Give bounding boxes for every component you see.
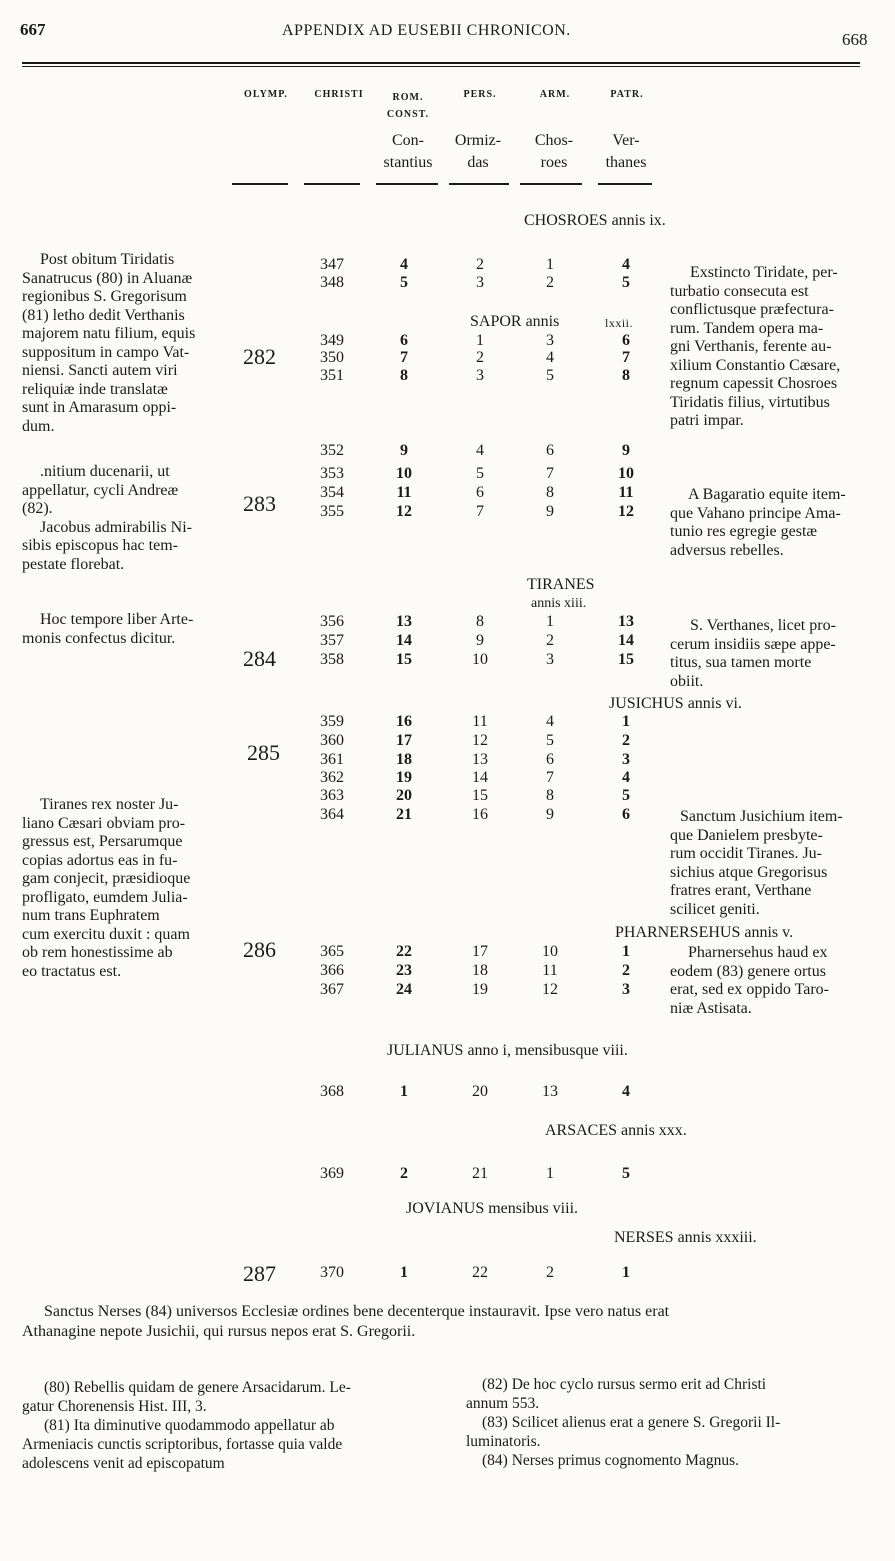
note-line: (82).	[22, 500, 53, 517]
note-line: (81) letho dedit Verthanis	[22, 306, 185, 324]
note-line: tunio res egregie gestæ	[670, 523, 818, 540]
cell-rom: 12	[396, 503, 412, 520]
cell-pers: 3	[476, 367, 484, 384]
note-line: turbatio consecuta est	[670, 282, 809, 300]
cell-pers: 5	[476, 465, 484, 482]
cell-christi: 366	[320, 962, 344, 979]
note-line: patri impar.	[670, 412, 744, 429]
note-line: suppositum in campo Vat-	[22, 343, 190, 361]
note-line: ob rem honestissime ab	[22, 944, 173, 961]
note-line: Exstincto Tiridate, per-	[690, 264, 838, 281]
cell-patr: 3	[622, 751, 630, 768]
cell-patr: 6	[622, 332, 630, 349]
cell-christi: 362	[320, 769, 344, 786]
right-note-chosroes	[670, 264, 874, 431]
note-line: Jacobus admirabilis Ni-	[40, 518, 192, 536]
cell-arm: 9	[546, 503, 554, 520]
cell-arm: 3	[546, 332, 554, 349]
olympiad-number: 287	[243, 1261, 276, 1286]
col-rule-pers	[449, 183, 509, 185]
olympiad-number: 286	[243, 937, 276, 962]
cell-rom: 4	[400, 256, 408, 273]
note-line: rum. Tandem opera ma-	[670, 319, 824, 337]
note-line: que Danielem presbyte-	[670, 826, 823, 844]
footnote-line: (82) De hoc cyclo rursus sermo erit ad Christi	[482, 1376, 767, 1393]
note-line: Hoc tempore liber Arte-	[40, 611, 194, 628]
cell-christi: 369	[320, 1165, 344, 1182]
cell-arm: 7	[546, 465, 554, 482]
note-line: xilium Constantio Cæsare,	[670, 356, 841, 374]
note-line: dum.	[22, 417, 55, 435]
footnote-line: (83) Scilicet alienus erat a genere S. Gregorii Il-	[482, 1414, 781, 1431]
cell-christi: 349	[320, 332, 344, 349]
cell-arm: 1	[546, 256, 554, 273]
note-line: conflictusque præfectura-	[670, 301, 834, 318]
body-line: Sanctus Nerses (84) universos Ecclesiæ ordines bene decenterque instauravit. Ipse vero natus erat	[44, 1303, 670, 1320]
cell-pers: 15	[472, 787, 488, 804]
col-head-arm: ARM.	[539, 89, 571, 100]
cell-pers: 1	[476, 332, 484, 349]
cell-rom: 6	[400, 332, 408, 349]
cell-patr: 6	[622, 806, 630, 823]
right-note-bagaratius	[670, 486, 874, 560]
cell-patr: 1	[622, 1264, 630, 1281]
cell-patr: 2	[622, 732, 630, 749]
cell-christi: 356	[320, 613, 344, 630]
cell-rom: 18	[396, 751, 412, 768]
left-page-number: 667	[20, 20, 46, 39]
note-line: regionibus S. Gregorisum	[22, 288, 187, 305]
cell-christi: 352	[320, 442, 344, 459]
cell-pers: 17	[472, 943, 488, 960]
cell-patr: 12	[618, 503, 634, 520]
cell-pers: 19	[472, 981, 488, 998]
cell-arm: 2	[546, 274, 554, 291]
note-line: Pharnersehus haud ex	[688, 944, 828, 961]
note-line: .nitium ducenarii, ut	[40, 463, 170, 480]
cell-rom: 8	[400, 367, 408, 384]
reign-chosroes: CHOSROES annis ix.	[524, 212, 666, 229]
cell-christi: 357	[320, 632, 344, 649]
cell-rom: 24	[396, 981, 412, 998]
note-line: gam conjecit, præsidioque	[22, 870, 191, 887]
cell-rom: 20	[396, 787, 412, 804]
col-head-rom-1: ROM.	[392, 92, 424, 103]
page-title: APPENDIX AD EUSEBII CHRONICON.	[282, 22, 571, 39]
cell-pers: 7	[476, 503, 484, 520]
cell-christi: 360	[320, 732, 344, 749]
cell-pers: 22	[472, 1264, 488, 1281]
ruler-name-patr-1: Ver-	[612, 132, 640, 149]
cell-patr: 3	[622, 981, 630, 998]
cell-pers: 13	[472, 751, 488, 768]
note-line: cum exercitu duxit : quam	[22, 925, 190, 943]
col-rule-olymp	[232, 183, 288, 185]
ruler-name-pers-2: das	[467, 154, 489, 171]
cell-christi: 367	[320, 981, 344, 998]
note-line: fratres erant, Verthane	[670, 882, 812, 899]
note-line: gni Verthanis, ferente au-	[670, 338, 832, 355]
cell-pers: 11	[472, 713, 488, 730]
cell-patr: 4	[622, 1083, 630, 1100]
reign-tiranes: TIRANES	[527, 576, 595, 593]
cell-rom: 17	[396, 732, 412, 749]
note-line: sichius atque Gregorisus	[670, 863, 828, 881]
cell-arm: 8	[546, 484, 554, 501]
cell-rom: 9	[400, 442, 408, 459]
footnote-line: (80) Rebellis quidam de genere Arsacidarum. Le-	[44, 1379, 351, 1396]
left-note-artemon	[22, 611, 228, 648]
cell-pers: 4	[476, 442, 484, 459]
note-line: monis confectus dicitur.	[22, 629, 176, 647]
cell-pers: 16	[472, 806, 488, 823]
cell-arm: 10	[542, 943, 558, 960]
cell-rom: 15	[396, 651, 412, 668]
right-note-jusichius	[670, 808, 874, 919]
cell-arm: 6	[546, 751, 554, 768]
note-line: A Bagaratio equite item-	[688, 486, 846, 503]
cell-patr: 8	[622, 367, 630, 384]
note-line: erat, sed ex oppido Taro-	[670, 981, 829, 998]
col-head-olymp: OLYMP.	[244, 89, 288, 100]
cell-rom: 1	[400, 1083, 408, 1100]
cell-patr: 2	[622, 962, 630, 979]
note-line: adversus rebelles.	[670, 541, 784, 559]
col-rule-arm	[520, 183, 582, 185]
note-line: eo tractatus est.	[22, 962, 122, 980]
note-line: S. Verthanes, licet pro-	[690, 617, 836, 634]
note-line: Sanctum Jusichium item-	[680, 808, 843, 825]
cell-arm: 1	[546, 1165, 554, 1182]
cell-rom: 2	[400, 1165, 408, 1182]
cell-rom: 5	[400, 274, 408, 291]
cell-arm: 13	[542, 1083, 558, 1100]
cell-christi: 363	[320, 787, 344, 804]
cell-christi: 361	[320, 751, 344, 768]
note-line: Tiranes rex noster Ju-	[40, 796, 179, 813]
reign-sapor-years: lxxii.	[605, 316, 634, 330]
note-line: eodem (83) genere ortus	[670, 962, 826, 980]
left-note-tiridates	[22, 251, 228, 436]
note-line: majorem natu filium, equis	[22, 325, 196, 342]
note-line: liano Cæsari obviam pro-	[22, 814, 186, 832]
olympiad-number: 283	[243, 491, 276, 516]
cell-patr: 7	[622, 349, 630, 366]
right-note-verthanes	[670, 617, 874, 691]
footnote-line: Armeniacis cunctis scriptoribus, fortasse quia valde	[22, 1436, 343, 1453]
cell-patr: 11	[618, 484, 634, 501]
cell-arm: 6	[546, 442, 554, 459]
note-line: gressus est, Persarumque	[22, 833, 183, 850]
footnotes-right	[466, 1375, 876, 1470]
cell-christi: 368	[320, 1083, 344, 1100]
ruler-name-pers	[446, 130, 510, 174]
cell-patr: 5	[622, 274, 630, 291]
cell-rom: 13	[396, 613, 412, 630]
cell-rom: 23	[396, 962, 412, 979]
cell-arm: 2	[546, 1264, 554, 1281]
cell-patr: 1	[622, 713, 630, 730]
cell-patr: 15	[618, 651, 634, 668]
cell-arm: 7	[546, 769, 554, 786]
cell-rom: 16	[396, 713, 412, 730]
col-head-patr: PATR.	[610, 89, 644, 100]
col-rule-christi	[304, 183, 360, 185]
cell-pers: 12	[472, 732, 488, 749]
cell-christi: 370	[320, 1264, 344, 1281]
note-line: appellatur, cycli Andreæ	[22, 481, 179, 499]
note-line: regnum capessit Chosroes	[670, 375, 838, 392]
cell-pers: 20	[472, 1083, 488, 1100]
cell-christi: 348	[320, 274, 344, 291]
cell-christi: 351	[320, 367, 344, 384]
left-note-cycle	[22, 463, 228, 574]
cell-arm: 1	[546, 613, 554, 630]
reign-tiranes-years: annis xiii.	[531, 596, 587, 611]
ruler-name-patr-2: thanes	[605, 154, 647, 171]
cell-arm: 9	[546, 806, 554, 823]
ruler-name-arm	[522, 130, 586, 174]
footnote-line: (81) Ita diminutive quodammodo appellatur ab	[44, 1417, 335, 1434]
ruler-name-arm-2: roes	[540, 154, 568, 171]
cell-patr: 14	[618, 632, 634, 649]
note-line: que Vahano principe Ama-	[670, 504, 841, 522]
reign-julianus: JULIANUS anno i, mensibusque viii.	[387, 1042, 628, 1059]
reign-jovianus: JOVIANUS mensibus viii.	[406, 1200, 579, 1217]
reign-sapor: SAPOR annis	[470, 313, 560, 330]
footnotes-left	[22, 1378, 442, 1473]
left-note-tiranes	[22, 796, 228, 981]
cell-patr: 5	[622, 1165, 630, 1182]
col-rule-patr	[598, 183, 652, 185]
footnote-line: (84) Nerses primus cognomento Magnus.	[482, 1452, 739, 1469]
cell-pers: 14	[472, 769, 488, 786]
note-line: pestate florebat.	[22, 555, 125, 573]
cell-patr: 4	[622, 769, 630, 786]
note-line: cerum insidiis sæpe appe-	[670, 635, 836, 653]
reign-arsaces: ARSACES annis xxx.	[545, 1122, 687, 1139]
note-line: niensi. Sancti autem viri	[22, 362, 178, 379]
right-page-number: 668	[842, 30, 868, 49]
col-head-rom-2: CONST.	[386, 109, 430, 120]
cell-christi: 350	[320, 349, 344, 366]
cell-pers: 8	[476, 613, 484, 630]
cell-rom: 1	[400, 1264, 408, 1281]
note-line: scilicet geniti.	[670, 900, 760, 918]
cell-christi: 355	[320, 503, 344, 520]
cell-patr: 10	[618, 465, 634, 482]
body-line: Athanagine nepote Jusichii, qui rursus nepos erat S. Gregorii.	[22, 1323, 416, 1340]
cell-pers: 21	[472, 1165, 488, 1182]
cell-pers: 2	[476, 349, 484, 366]
cell-rom: 11	[396, 484, 412, 501]
cell-pers: 9	[476, 632, 484, 649]
note-line: Sanatrucus (80) in Aluanæ	[22, 269, 193, 287]
note-line: sibis episcopus hac tem-	[22, 537, 178, 554]
olympiad-number: 284	[243, 646, 276, 671]
cell-arm: 4	[546, 349, 554, 366]
reign-pharnersehus: PHARNERSEHUS annis v.	[615, 924, 794, 941]
cell-pers: 18	[472, 962, 488, 979]
note-line: profligato, eumdem Julia-	[22, 888, 188, 906]
cell-pers: 6	[476, 484, 484, 501]
col-head-rom	[384, 89, 432, 123]
body-paragraph	[22, 1302, 874, 1342]
cell-rom: 10	[396, 465, 412, 482]
ruler-name-patr	[594, 130, 658, 174]
col-rule-rom	[376, 183, 438, 185]
cell-arm: 12	[542, 981, 558, 998]
olympiad-number: 282	[243, 344, 276, 369]
note-line: Tiridatis filius, virtutibus	[670, 393, 830, 411]
cell-patr: 5	[622, 787, 630, 804]
cell-rom: 22	[396, 943, 412, 960]
note-line: num trans Euphratem	[22, 907, 160, 924]
cell-christi: 358	[320, 651, 344, 668]
note-line: sunt in Amarasum oppi-	[22, 399, 177, 416]
cell-arm: 2	[546, 632, 554, 649]
footnote-line: annum 553.	[466, 1395, 540, 1412]
cell-patr: 9	[622, 442, 630, 459]
cell-christi: 354	[320, 484, 344, 501]
cell-pers: 10	[472, 651, 488, 668]
cell-arm: 11	[542, 962, 558, 979]
ruler-name-pers-1: Ormiz-	[454, 132, 502, 149]
col-head-pers: PERS.	[463, 89, 497, 100]
cell-patr: 13	[618, 613, 634, 630]
header-rule	[22, 62, 860, 64]
cell-christi: 359	[320, 713, 344, 730]
footnote-line: adolescens venit ad episcopatum	[22, 1455, 225, 1472]
cell-arm: 8	[546, 787, 554, 804]
cell-arm: 5	[546, 367, 554, 384]
olympiad-number: 285	[247, 740, 280, 765]
cell-rom: 19	[396, 769, 412, 786]
reign-jusichus: JUSICHUS annis vi.	[609, 695, 742, 712]
cell-christi: 365	[320, 943, 344, 960]
cell-rom: 7	[400, 349, 408, 366]
ruler-name-arm-1: Chos-	[534, 132, 574, 149]
cell-arm: 4	[546, 713, 554, 730]
note-line: reliquiæ inde translatæ	[22, 380, 168, 398]
cell-pers: 2	[476, 256, 484, 273]
right-note-pharnersehus	[670, 944, 874, 1018]
cell-arm: 5	[546, 732, 554, 749]
cell-christi: 353	[320, 465, 344, 482]
note-line: titus, sua tamen morte	[670, 654, 812, 671]
header-rule-thin	[22, 66, 860, 67]
cell-patr: 4	[622, 256, 630, 273]
cell-christi: 364	[320, 806, 344, 823]
cell-rom: 21	[396, 806, 412, 823]
cell-patr: 1	[622, 943, 630, 960]
footnote-line: gatur Chorenensis Hist. III, 3.	[22, 1398, 207, 1415]
ruler-name-rom-2: stantius	[383, 154, 433, 171]
cell-christi: 347	[320, 256, 344, 273]
note-line: Post obitum Tiridatis	[40, 251, 175, 268]
col-head-christi: CHRISTI	[314, 89, 364, 100]
note-line: obiit.	[670, 672, 704, 690]
ruler-name-rom-1: Con-	[392, 132, 424, 149]
cell-pers: 3	[476, 274, 484, 291]
reign-nerses: NERSES annis xxxiii.	[614, 1229, 757, 1246]
cell-rom: 14	[396, 632, 412, 649]
note-line: copias adortus eas in fu-	[22, 851, 178, 869]
footnote-line: luminatoris.	[466, 1433, 541, 1450]
note-line: niæ Astisata.	[670, 999, 752, 1017]
cell-arm: 3	[546, 651, 554, 668]
ruler-name-rom	[372, 130, 444, 174]
note-line: rum occidit Tiranes. Ju-	[670, 845, 822, 862]
